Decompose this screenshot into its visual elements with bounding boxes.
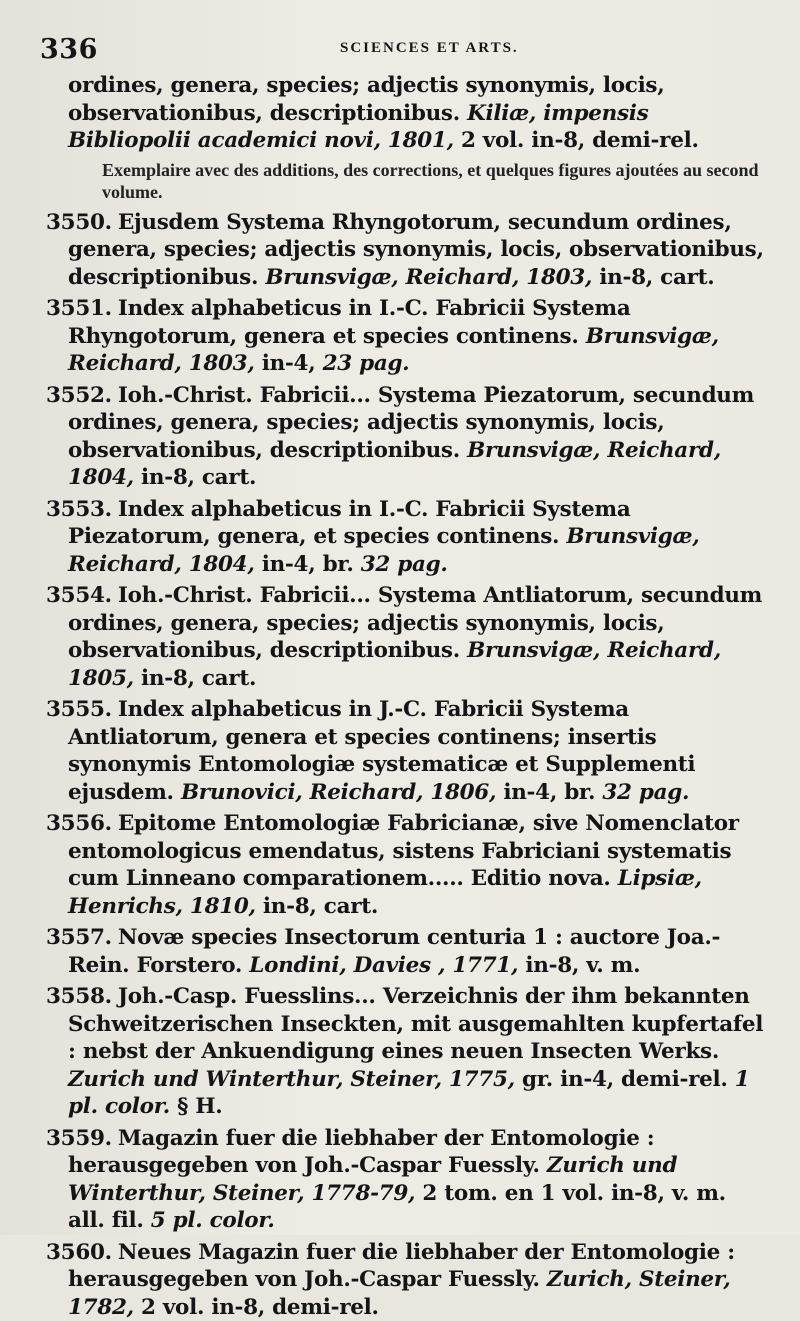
entry-extent: 32 pag.: [602, 780, 689, 805]
entry-title: Index alphabeticus in I.-C. Fabricii Systema Piezatorum, genera, et species continens.: [68, 497, 630, 550]
entry-text: [46, 810, 768, 920]
entry-title: Index alphabeticus in I.-C. Fabricii Systema Rhyngotorum, genera et species continens.: [68, 296, 630, 349]
continuation-imprint: Kiliæ, impensis Bibliopolii academici novi, 1801,: [68, 101, 648, 154]
entry-format: in-4,: [255, 351, 323, 376]
entry-imprint: Brunsvigæ, Reichard, 1804,: [68, 524, 699, 577]
entry-text: [46, 1125, 768, 1235]
entry-text: [46, 1239, 768, 1321]
entry-title: Index alphabeticus in J.-C. Fabricii Systema Antliatorum, genera et species continens; insertis synonymis Entomologiæ systematicæ et Supplementi ejusdem.: [68, 697, 695, 805]
entry-format: in-8, cart.: [134, 666, 256, 691]
entry-text: [46, 295, 768, 378]
copy-note: Exemplaire avec des additions, des corrections, et quelques figures ajoutées au second volume.: [46, 159, 768, 203]
entry-number: 3553.: [46, 497, 112, 522]
catalog-entry: [46, 382, 768, 492]
continuation-format: 2 vol. in-8, demi-rel.: [454, 128, 699, 153]
catalog-entry: [46, 696, 768, 806]
page-header: [40, 34, 760, 68]
entry-imprint: Brunovici, Reichard, 1806,: [181, 780, 496, 805]
catalog-entry: [46, 983, 768, 1121]
entry-extent: 5 pl. color.: [151, 1208, 275, 1233]
entry-title: Joh.-Casp. Fuesslins... Verzeichnis der ihm bekannten Schweitzerischen Inseckten, mit ausgemahlten kupfertafel : nebst der Ankuendigung eines neuen Insecten Werks.: [68, 984, 763, 1064]
continuation-entry: [46, 72, 768, 155]
entry-format: in-8, cart.: [592, 265, 714, 290]
continuation-plain: ordines, genera, species; adjectis synonymis, locis, observationibus, descriptionibus.: [68, 73, 664, 126]
entry-format: in-4, br.: [496, 780, 602, 805]
entry-title: Ioh.-Christ. Fabricii... Systema Piezatorum, secundum ordines, genera, species; adjectis synonymis, locis, observationibus, descriptionibus.: [68, 383, 754, 463]
entry-imprint: Zurich und Winterthur, Steiner, 1778-79,: [68, 1153, 677, 1206]
entry-text: [46, 924, 768, 979]
entry-number: 3560.: [46, 1240, 112, 1265]
catalog-entry: [46, 496, 768, 579]
entry-number: 3552.: [46, 383, 112, 408]
entry-format: in-8, cart.: [256, 894, 378, 919]
entry-title: Epitome Entomologiæ Fabricianæ, sive Nomenclator entomologicus emendatus, sistens Fabriciani systematis cum Linneano comparationem..... Editio nova.: [68, 811, 739, 891]
entry-format: in-8, v. m.: [518, 953, 640, 978]
catalog-entry: [46, 582, 768, 692]
entry-text: [46, 696, 768, 806]
catalog-entry: [46, 1125, 768, 1235]
entry-text: [46, 209, 768, 292]
entry-title: Ioh.-Christ. Fabricii... Systema Antliatorum, secundum ordines, genera, species; adjectis synonymis, locis, observationibus, descriptionibus.: [68, 583, 762, 663]
entry-imprint: Brunsvigæ, Reichard, 1804,: [68, 438, 721, 491]
entry-title: Magazin fuer die liebhaber der Entomologie : herausgegeben von Joh.-Caspar Fuessly.: [68, 1126, 654, 1179]
catalog-content: [46, 72, 768, 1321]
entry-number: 3557.: [46, 925, 112, 950]
entry-number: 3555.: [46, 697, 112, 722]
continuation-text: [68, 72, 768, 155]
entry-imprint: Zurich und Winterthur, Steiner, 1775,: [68, 1067, 515, 1092]
entry-format: in-8, cart.: [134, 465, 256, 490]
entry-title: Neues Magazin fuer die liebhaber der Entomologie : herausgegeben von Joh.-Caspar Fuessly.: [68, 1240, 735, 1293]
entry-format: in-4, br.: [255, 552, 361, 577]
entry-extent: 1 pl. color.: [68, 1067, 749, 1120]
entry-extent: 23 pag.: [323, 351, 410, 376]
entry-imprint: Lipsiæ, Henrichs, 1810,: [68, 866, 702, 919]
entry-extent: 32 pag.: [361, 552, 448, 577]
entry-text: [46, 382, 768, 492]
entry-format: 2 vol. in-8, demi-rel.: [134, 1295, 379, 1320]
entry-text: [46, 496, 768, 579]
entry-format: 2 tom. en 1 vol. in-8, v. m. all. fil.: [68, 1181, 726, 1234]
entry-title: Ejusdem Systema Rhyngotorum, secundum ordines, genera, species; adjectis synonymis, locis, observationibus, descriptionibus.: [68, 210, 764, 290]
entry-imprint: Zurich, Steiner, 1782,: [68, 1267, 730, 1320]
catalog-entry: [46, 295, 768, 378]
entry-format: gr. in-4, demi-rel.: [515, 1067, 735, 1092]
entry-list: [46, 209, 768, 1321]
entry-text: [46, 582, 768, 692]
entry-imprint: Brunsvigæ, Reichard, 1805,: [68, 638, 721, 691]
entry-imprint: Brunsvigæ, Reichard, 1803,: [68, 324, 719, 377]
entry-title: Novæ species Insectorum centuria 1 : auctore Joa.-Rein. Forstero.: [68, 925, 720, 978]
entry-imprint: Londini, Davies , 1771,: [249, 953, 518, 978]
catalog-entry: [46, 810, 768, 920]
entry-number: 3556.: [46, 811, 112, 836]
entry-provenance: § H.: [170, 1094, 223, 1119]
running-head: SCIENCES ET ARTS.: [340, 40, 519, 57]
entry-number: 3550.: [46, 210, 112, 235]
page-number: 336: [40, 34, 98, 65]
entry-number: 3554.: [46, 583, 112, 608]
entry-number: 3558.: [46, 984, 112, 1009]
catalog-entry: [46, 209, 768, 292]
entry-text: [46, 983, 768, 1121]
entry-number: 3559.: [46, 1126, 112, 1151]
entry-number: 3551.: [46, 296, 112, 321]
catalog-entry: [46, 1239, 768, 1321]
entry-imprint: Brunsvigæ, Reichard, 1803,: [265, 265, 592, 290]
catalog-entry: [46, 924, 768, 979]
